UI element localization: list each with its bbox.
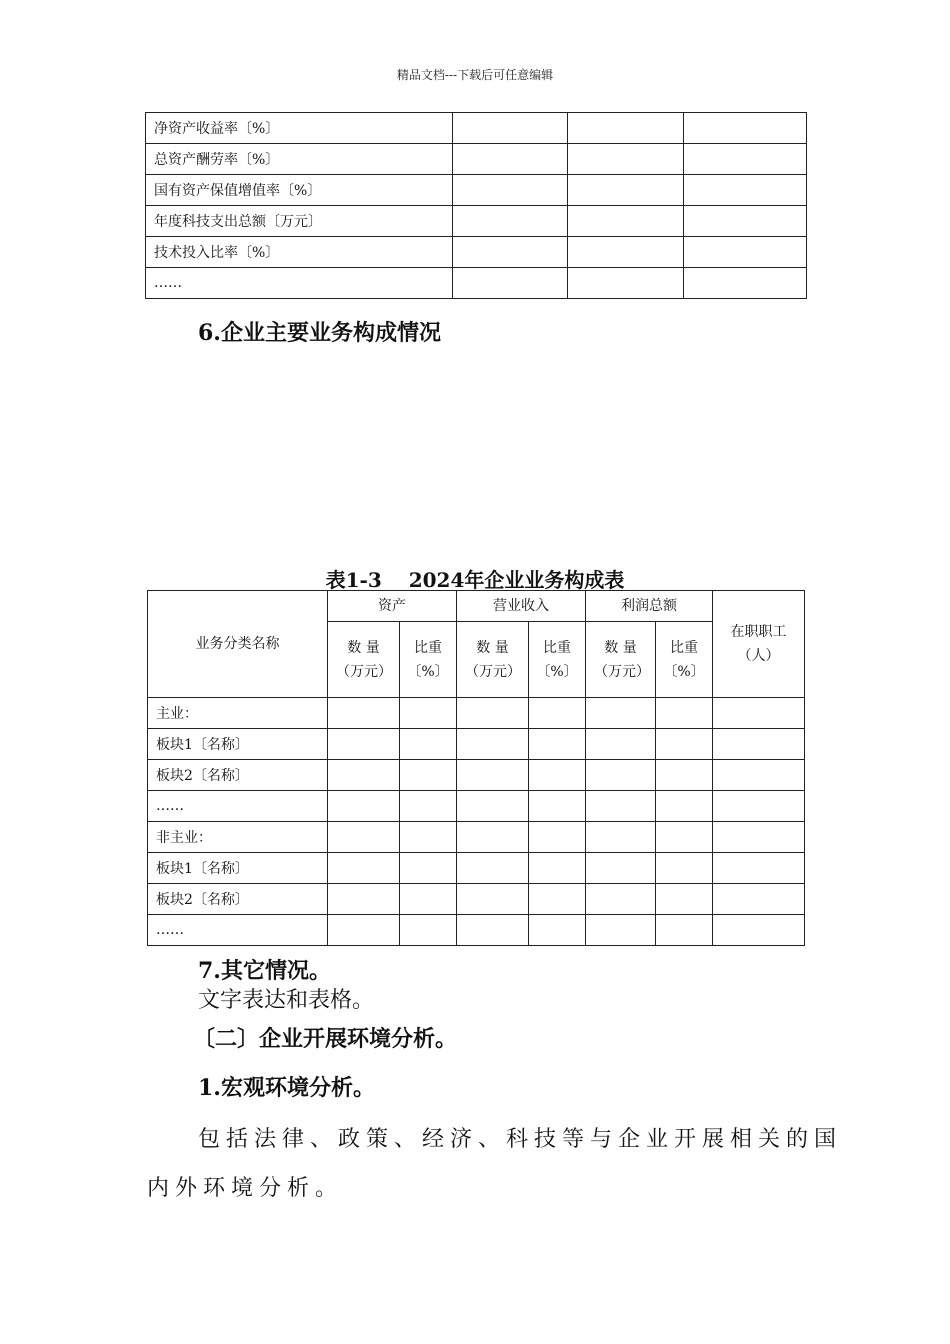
row-label: 板块2〔名称〕 <box>148 760 328 791</box>
section-ii-heading: 〔二〕企业开展环境分析。 <box>193 1026 458 1052</box>
table-row <box>146 113 807 144</box>
row-label: …… <box>148 791 328 822</box>
row-label: 板块2〔名称〕 <box>148 884 328 915</box>
macro-paragraph-line1: 包括法律、政策、经济、科技等与企业开展相关的国 <box>198 1127 843 1152</box>
row-label: 净资产收益率〔%〕 <box>146 113 453 144</box>
table-row <box>148 853 805 884</box>
header-assets-qty: 数 量（万元） <box>328 622 400 698</box>
header-profit-qty: 数 量（万元） <box>586 622 656 698</box>
table-row <box>146 175 807 206</box>
table-row <box>148 884 805 915</box>
table-row <box>146 237 807 268</box>
table-row <box>146 206 807 237</box>
table-row <box>148 729 805 760</box>
row-label: 年度科技支出总额〔万元〕 <box>146 206 453 237</box>
row-label: 主业： <box>148 698 328 729</box>
business-composition-table <box>147 590 805 946</box>
header-category: 业务分类名称 <box>148 591 328 698</box>
row-label: 非主业： <box>148 822 328 853</box>
table-caption: 表1-3 2024年企业业务构成表 <box>325 568 625 592</box>
row-label: …… <box>146 268 453 299</box>
section-7-heading: 7.其它情况。 <box>198 958 331 984</box>
header-profit: 利润总额 <box>586 591 713 622</box>
header-revenue-qty: 数 量（万元） <box>457 622 529 698</box>
macro-heading: 1.宏观环境分析。 <box>198 1075 375 1101</box>
table-row <box>148 698 805 729</box>
row-label: 技术投入比率〔%〕 <box>146 237 453 268</box>
table-row <box>146 144 807 175</box>
table-row <box>148 822 805 853</box>
table-row <box>148 791 805 822</box>
section-7-text: 文字表达和表格。 <box>198 988 375 1013</box>
financial-indicator-table <box>145 112 807 299</box>
section-6-heading: 6.企业主要业务构成情况 <box>198 320 441 346</box>
table-row <box>146 268 807 299</box>
header-revenue-ratio: 比重〔%〕 <box>529 622 586 698</box>
page-header: 精品文档---下载后可任意编辑 <box>396 68 554 82</box>
header-profit-ratio: 比重〔%〕 <box>656 622 713 698</box>
row-label: 板块1〔名称〕 <box>148 729 328 760</box>
table-row <box>148 760 805 791</box>
table-row <box>148 915 805 946</box>
row-label: 总资产酬劳率〔%〕 <box>146 144 453 175</box>
header-assets-ratio: 比重〔%〕 <box>400 622 457 698</box>
header-revenue: 营业收入 <box>457 591 586 622</box>
row-label: …… <box>148 915 328 946</box>
row-label: 国有资产保值增值率〔%〕 <box>146 175 453 206</box>
header-assets: 资产 <box>328 591 457 622</box>
macro-paragraph-line2: 内外环境分析。 <box>147 1176 344 1201</box>
row-label: 板块1〔名称〕 <box>148 853 328 884</box>
header-employees: 在职职工（人） <box>713 591 805 698</box>
